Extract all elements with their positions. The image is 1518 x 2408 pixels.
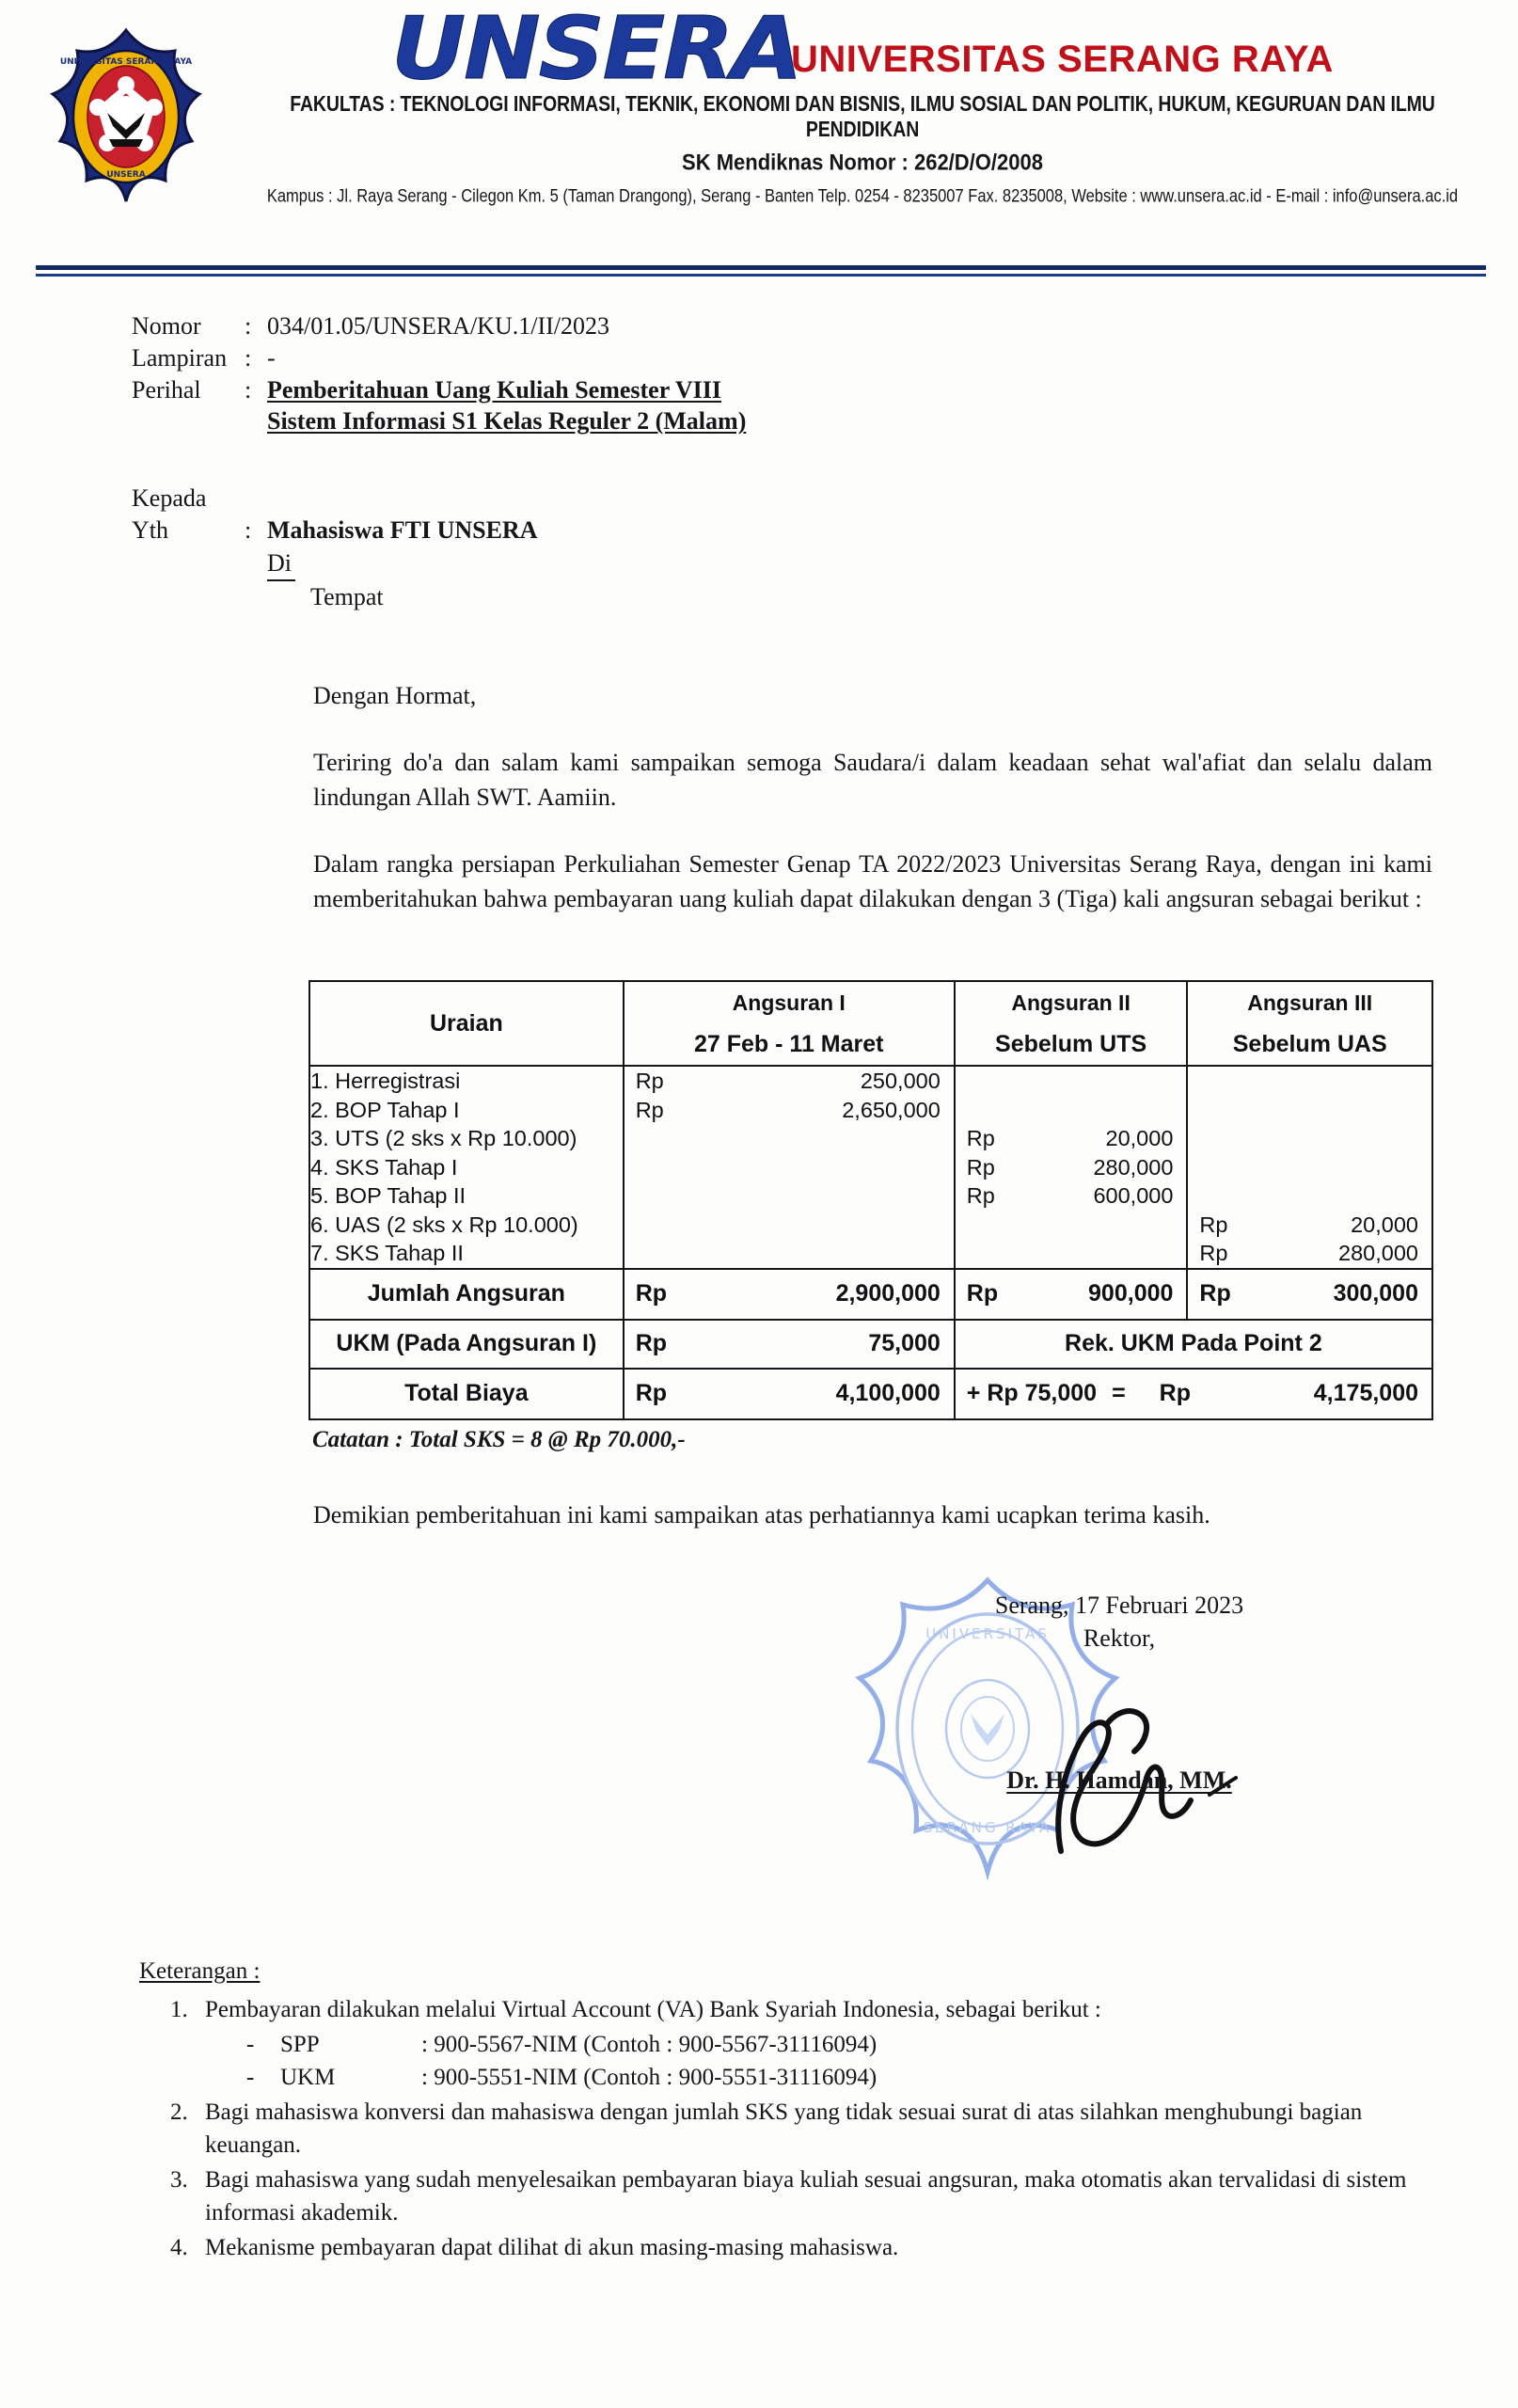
yth-row — [132, 515, 538, 613]
ang3-amount-6 — [1188, 1211, 1431, 1240]
subtotal-ang1 — [624, 1269, 955, 1320]
kepada-label: Kepada — [132, 484, 207, 512]
fee-table-wrapper — [308, 980, 1433, 1420]
subtotal-val-3: 300,000 — [1333, 1280, 1418, 1307]
item-4: 4. SKS Tahap I — [310, 1154, 458, 1180]
keterangan-title: Keterangan : — [139, 1958, 261, 1984]
items-cell — [309, 1066, 624, 1269]
total-plus: + Rp 75,000 — [966, 1380, 1098, 1407]
ang3-rp-6: Rp — [1199, 1212, 1228, 1237]
signature-title: Rektor, — [1083, 1624, 1156, 1652]
perihal-line-1: Pemberitahuan Uang Kuliah Semester VIII — [267, 375, 721, 404]
subtotal-val-1: 2,900,000 — [835, 1280, 941, 1307]
table-note: Catatan : Total SKS = 8 @ Rp 70.000,- — [312, 1427, 686, 1452]
kepada-row — [132, 483, 538, 515]
fee-table-items-row — [309, 1066, 1432, 1269]
yth-label: Yth — [132, 516, 168, 545]
total-grand-rp: Rp — [1159, 1380, 1191, 1407]
lampiran-label: Lampiran — [132, 343, 228, 372]
col-header-ang3-bot: Sebelum UAS — [1187, 1023, 1432, 1066]
col-header-uraian: Uraian — [309, 981, 624, 1066]
va-key-ukm: UKM — [280, 2065, 336, 2090]
va-val-ukm: : 900-5551-NIM (Contoh : 900-5551-31116094) — [421, 2065, 878, 2090]
ukm-rp: Rp — [635, 1330, 668, 1357]
item-7: 7. SKS Tahap II — [310, 1241, 464, 1266]
recipient-name: Mahasiswa FTI UNSERA — [267, 516, 538, 545]
keterangan-item-3: 3. Bagi mahasiswa yang sudah menyelesaikan pembayaran biaya kuliah sesuai angsuran, maka otomatis akan tervalidasi di sistem informasi akademik. — [194, 2163, 1418, 2229]
ang2-amount-6 — [956, 1211, 1187, 1240]
meta-row-nomor — [132, 310, 746, 342]
fee-table-total-row — [309, 1369, 1432, 1419]
ang2-amount-1 — [956, 1067, 1187, 1096]
subtotal-ang2 — [955, 1269, 1188, 1320]
letter-meta — [132, 310, 746, 437]
keterangan-item-4: 4. Mekanisme pembayaran dapat dilihat di akun masing-masing mahasiswa. — [194, 2231, 1418, 2264]
brand-wordmark: UNSERA — [391, 0, 801, 99]
ang2-rp-3: Rp — [966, 1126, 995, 1151]
ukm-label: UKM (Pada Angsuran I) — [309, 1320, 624, 1369]
svg-text:UNIVERSITAS SERANG RAYA: UNIVERSITAS SERANG RAYA — [59, 57, 193, 67]
perihal-line-2: Sistem Informasi S1 Kelas Reguler 2 (Malam) — [267, 407, 747, 436]
ang1-amount-7 — [625, 1239, 954, 1268]
fee-table-header-row-1 — [309, 981, 1432, 1023]
ang2-amount-7 — [956, 1239, 1187, 1268]
signature-place-date: Serang, 17 Februari 2023 — [994, 1592, 1244, 1619]
subtotal-val-2: 900,000 — [1088, 1280, 1174, 1307]
item-1: 1. Herregistrasi — [310, 1069, 461, 1093]
ang3-amount-7 — [1188, 1239, 1431, 1268]
ang2-val-3: 20,000 — [1105, 1126, 1174, 1151]
item-5: 5. BOP Tahap II — [310, 1183, 466, 1209]
keterangan-item-2: 2. Bagi mahasiswa konversi dan mahasiswa dengan jumlah SKS yang tidak sesuai surat di atas silahkan menghubungi bagian keuangan. — [194, 2096, 1418, 2162]
meta-row-lampiran — [132, 342, 746, 374]
ukm-val: 75,000 — [868, 1330, 941, 1357]
ang1-amount-6 — [625, 1211, 954, 1240]
fee-table-subtotal-row — [309, 1269, 1432, 1320]
perihal-colon: : — [245, 375, 252, 404]
subtotal-rp-1: Rp — [635, 1280, 668, 1307]
item-2: 2. BOP Tahap I — [310, 1097, 460, 1122]
col-header-ang1-top: Angsuran I — [624, 981, 955, 1023]
va-account-list — [246, 2028, 1418, 2094]
letterhead-divider — [36, 265, 1486, 277]
ang2-amount-5 — [956, 1181, 1187, 1211]
col-header-ang2-top: Angsuran II — [955, 981, 1188, 1023]
ang3-amount-2 — [1188, 1096, 1431, 1125]
lampiran-value: - — [267, 343, 276, 372]
ang2-rp-4: Rp — [966, 1154, 995, 1180]
ang2-amount-3 — [956, 1124, 1187, 1153]
item-6: 6. UAS (2 sks x Rp 10.000) — [310, 1212, 578, 1237]
campus-line: Kampus : Jl. Raya Serang - Cilegon Km. 5 (Taman Drangong), Serang - Banten Telp. 0254 - 8235007 Fax. 8235008, Website : www.unsera.ac.id - E-mail : info@unsera.ac.id — [266, 186, 1459, 206]
svg-text:UNSERA: UNSERA — [106, 170, 146, 180]
ang3-amount-1 — [1188, 1067, 1431, 1096]
recipient-di-row — [267, 547, 538, 581]
keterangan-section — [139, 1955, 1418, 2266]
subtotal-label: Jumlah Angsuran — [309, 1269, 624, 1320]
nomor-value: 034/01.05/UNSERA/KU.1/II/2023 — [267, 312, 609, 340]
va-row-ukm — [246, 2061, 1418, 2094]
recipient-di: Di — [267, 547, 295, 581]
salutation: Dengan Hormat, — [313, 682, 477, 709]
va-key-spp: SPP — [280, 2032, 320, 2057]
letterhead — [0, 0, 1518, 282]
signature-block — [922, 1590, 1317, 1797]
item-3: 3. UTS (2 sks x Rp 10.000) — [310, 1126, 577, 1151]
nomor-label: Nomor — [132, 312, 201, 340]
va-dash-ukm: - — [246, 2065, 255, 2090]
closing-paragraph: Demikian pemberitahuan ini kami sampaikan atas perhatiannya kami ucapkan terima kasih. — [313, 1501, 1210, 1529]
total-label: Total Biaya — [309, 1369, 624, 1419]
ukm-note: Rek. UKM Pada Point 2 — [955, 1320, 1432, 1369]
ang3-amount-3 — [1188, 1124, 1431, 1153]
col-header-ang3-top: Angsuran III — [1187, 981, 1432, 1023]
ang2-val-4: 280,000 — [1093, 1154, 1174, 1180]
ang1-amount-1 — [625, 1067, 954, 1096]
ang3-amount-4 — [1188, 1153, 1431, 1182]
perihal-value — [267, 374, 746, 438]
va-row-spp — [246, 2028, 1418, 2061]
ang1-val-1: 250,000 — [860, 1069, 941, 1093]
total-val: 4,100,000 — [835, 1380, 941, 1407]
col-header-ang1-bot: 27 Feb - 11 Maret — [624, 1023, 955, 1066]
ang3-rp-7: Rp — [1199, 1241, 1228, 1266]
university-name: UNIVERSITAS SERANG RAYA — [791, 38, 1334, 80]
subtotal-ang3 — [1187, 1269, 1432, 1320]
ang1-amount-5 — [625, 1181, 954, 1211]
ukm-amount — [624, 1320, 955, 1369]
ang1-amount-2 — [625, 1096, 954, 1125]
yth-colon: : — [245, 516, 252, 545]
total-rp: Rp — [635, 1380, 668, 1407]
signatory-name: Dr. H. Hamdan, MM. — [1006, 1766, 1232, 1794]
keterangan-list — [139, 1993, 1418, 2264]
ang1-rp-1: Rp — [635, 1069, 664, 1093]
ang1-val-2: 2,650,000 — [842, 1097, 941, 1122]
keterangan-item-1-text: Pembayaran dilakukan melalui Virtual Account (VA) Bank Syariah Indonesia, sebagai berikut : — [205, 1997, 1101, 2022]
svg-text:SERANG RAYA: SERANG RAYA — [923, 1819, 1052, 1836]
sk-line: SK Mendiknas Nomor : 262/D/O/2008 — [682, 149, 1043, 175]
total-amount — [624, 1369, 955, 1419]
ang2-rp-5: Rp — [966, 1183, 995, 1209]
recipient-details — [267, 515, 538, 613]
total-grand-val: 4,175,000 — [1313, 1380, 1418, 1407]
faculties-line: FAKULTAS : TEKNOLOGI INFORMASI, TEKNIK, EKONOMI DAN BISNIS, ILMU SOSIAL DAN POLITIK, HUKUM, KEGURUAN DAN ILMU PENDIDIKAN — [290, 91, 1435, 142]
keterangan-item-1 — [194, 1993, 1418, 2094]
svg-text:UNIVERSITAS: UNIVERSITAS — [925, 1625, 1050, 1642]
perihal-label: Perihal — [132, 375, 201, 404]
ang1-rp-2: Rp — [635, 1097, 664, 1122]
letter-body — [313, 679, 1432, 917]
ang2-val-5: 600,000 — [1093, 1183, 1174, 1209]
lampiran-colon: : — [245, 343, 252, 372]
ang1-amount-4 — [625, 1153, 954, 1182]
va-dash-spp: - — [246, 2032, 255, 2057]
subtotal-rp-2: Rp — [966, 1280, 999, 1307]
ang3-val-6: 20,000 — [1351, 1212, 1418, 1237]
subtotal-rp-3: Rp — [1199, 1280, 1231, 1307]
total-grand-cell — [955, 1369, 1432, 1419]
ang3-amounts-cell — [1187, 1066, 1432, 1269]
unsera-seal-logo — [34, 26, 218, 207]
ang1-amount-3 — [625, 1124, 954, 1153]
ang1-amounts-cell — [624, 1066, 955, 1269]
fee-table — [308, 980, 1433, 1420]
ang3-val-7: 280,000 — [1338, 1241, 1418, 1266]
va-val-spp: : 900-5567-NIM (Contoh : 900-5567-31116094) — [421, 2032, 878, 2057]
recipient-block — [132, 483, 538, 613]
ang2-amounts-cell — [955, 1066, 1188, 1269]
recipient-tempat: Tempat — [310, 582, 384, 610]
ang2-amount-2 — [956, 1096, 1187, 1125]
paragraph-2: Dalam rangka persiapan Perkuliahan Semester Genap TA 2022/2023 Universitas Serang Raya, dengan ini kami memberitahukan bahwa pembayaran uang kuliah dapat dilakukan dengan 3 (Tiga) kali angsuran sebagai berikut : — [313, 849, 1432, 912]
nomor-colon: : — [245, 312, 252, 340]
ang3-amount-5 — [1188, 1181, 1431, 1211]
paragraph-1: Teriring do'a dan salam kami sampaikan semoga Saudara/i dalam keadaan sehat wal'afiat dan selalu dalam lindungan Allah SWT. Aamiin. — [313, 748, 1432, 811]
ang2-amount-4 — [956, 1153, 1187, 1182]
col-header-ang2-bot: Sebelum UTS — [955, 1023, 1188, 1066]
meta-row-perihal — [132, 374, 746, 438]
total-equals: = — [1112, 1380, 1126, 1407]
fee-table-ukm-row — [309, 1320, 1432, 1369]
